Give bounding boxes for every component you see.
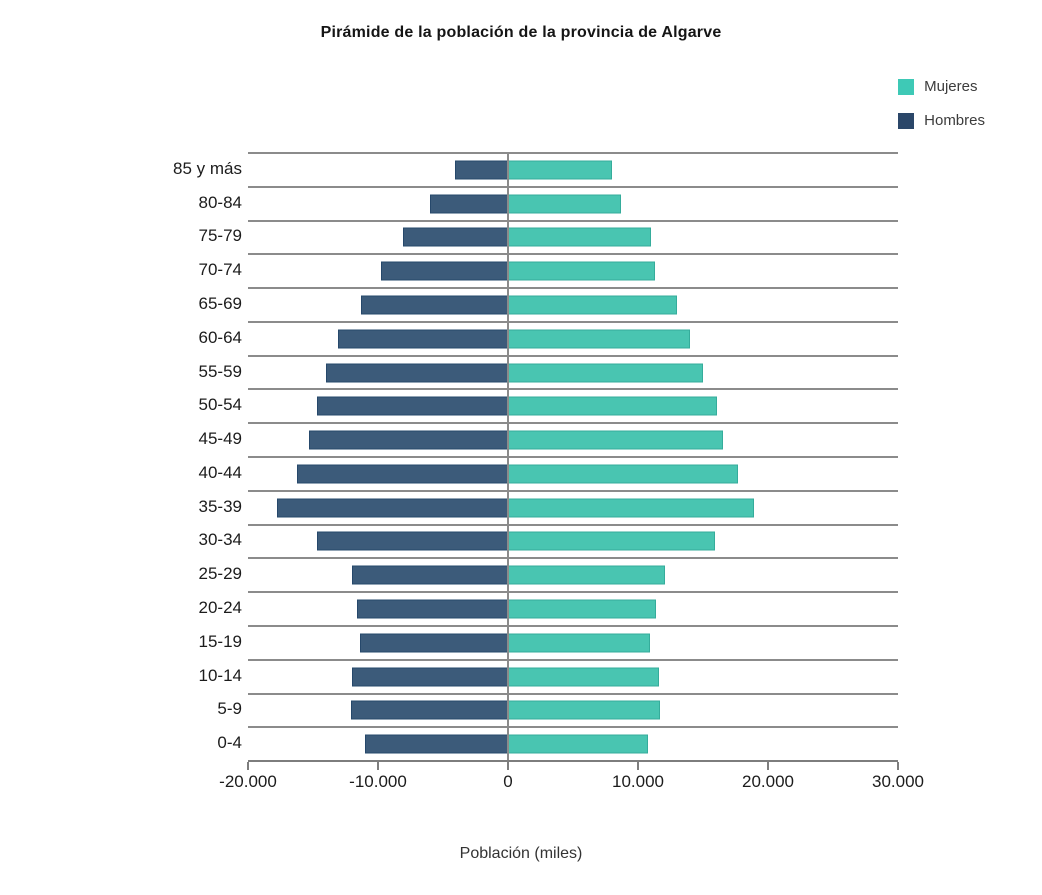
age-group-label: 40-44 bbox=[198, 462, 242, 482]
mujeres-bar bbox=[508, 532, 715, 551]
row-track bbox=[248, 726, 898, 760]
pyramid-row bbox=[0, 388, 898, 422]
mujeres-bar bbox=[508, 701, 660, 720]
mujeres-bar bbox=[508, 329, 690, 348]
x-tick bbox=[897, 762, 899, 770]
row-track bbox=[248, 220, 898, 254]
x-tick-label: 10.000 bbox=[612, 772, 664, 791]
pyramid-row bbox=[0, 557, 898, 591]
hombres-bar bbox=[352, 566, 508, 585]
legend-item-hombres bbox=[898, 112, 985, 129]
x-tick-label: 30.000 bbox=[872, 772, 924, 791]
hombres-bar bbox=[297, 464, 508, 483]
row-track bbox=[248, 355, 898, 389]
pyramid-row bbox=[0, 152, 898, 186]
pyramid-row bbox=[0, 693, 898, 727]
mujeres-bar bbox=[508, 194, 621, 213]
hombres-bar bbox=[381, 262, 508, 281]
mujeres-bar bbox=[508, 633, 650, 652]
hombres-bar bbox=[455, 160, 508, 179]
pyramid-row bbox=[0, 456, 898, 490]
pyramid-chart bbox=[0, 152, 898, 760]
pyramid-row bbox=[0, 591, 898, 625]
age-group-label: 45-49 bbox=[198, 429, 242, 449]
pyramid-row bbox=[0, 422, 898, 456]
legend bbox=[898, 78, 985, 146]
mujeres-bar bbox=[508, 566, 665, 585]
age-group-label: 70-74 bbox=[198, 260, 242, 280]
row-track bbox=[248, 591, 898, 625]
age-group-label: 30-34 bbox=[198, 530, 242, 550]
hombres-bar bbox=[317, 532, 508, 551]
x-axis-title: Población (miles) bbox=[459, 845, 583, 862]
x-tick bbox=[247, 762, 249, 770]
age-group-label: 85 y más bbox=[173, 158, 242, 178]
pyramid-row bbox=[0, 186, 898, 220]
hombres-bar bbox=[430, 194, 508, 213]
row-track bbox=[248, 456, 898, 490]
mujeres-bar bbox=[508, 228, 651, 247]
pyramid-row bbox=[0, 490, 898, 524]
row-track bbox=[248, 625, 898, 659]
age-group-label: 10-14 bbox=[198, 665, 242, 685]
x-tick-label: 0 bbox=[503, 772, 513, 791]
age-group-label: 75-79 bbox=[198, 226, 242, 246]
pyramid-row bbox=[0, 625, 898, 659]
age-group-label: 20-24 bbox=[198, 598, 242, 618]
hombres-bar bbox=[338, 329, 508, 348]
hombres-bar bbox=[360, 633, 508, 652]
hombres-bar bbox=[361, 296, 508, 315]
pyramid-row bbox=[0, 321, 898, 355]
row-track bbox=[248, 186, 898, 220]
pyramid-row bbox=[0, 659, 898, 693]
x-tick bbox=[637, 762, 639, 770]
row-track bbox=[248, 557, 898, 591]
legend-label-hombres: Hombres bbox=[924, 112, 985, 129]
age-group-label: 65-69 bbox=[198, 294, 242, 314]
hombres-bar bbox=[357, 600, 508, 619]
hombres-bar bbox=[403, 228, 508, 247]
pyramid-row bbox=[0, 524, 898, 558]
age-group-label: 15-19 bbox=[198, 631, 242, 651]
mujeres-bar bbox=[508, 160, 612, 179]
x-tick-label: -10.000 bbox=[349, 772, 407, 791]
legend-item-mujeres bbox=[898, 78, 985, 95]
pyramid-row bbox=[0, 253, 898, 287]
row-track bbox=[248, 321, 898, 355]
age-group-label: 5-9 bbox=[217, 699, 242, 719]
age-group-label: 50-54 bbox=[198, 395, 242, 415]
hombres-bar bbox=[365, 735, 508, 754]
x-tick bbox=[377, 762, 379, 770]
mujeres-bar bbox=[508, 464, 738, 483]
mujeres-bar bbox=[508, 431, 723, 450]
hombres-swatch-icon bbox=[898, 113, 914, 129]
mujeres-bar bbox=[508, 667, 659, 686]
age-group-label: 80-84 bbox=[198, 192, 242, 212]
x-tick bbox=[767, 762, 769, 770]
age-group-label: 35-39 bbox=[198, 496, 242, 516]
hombres-bar bbox=[277, 498, 508, 517]
x-tick-label: 20.000 bbox=[742, 772, 794, 791]
row-track bbox=[248, 659, 898, 693]
mujeres-bar bbox=[508, 363, 703, 382]
legend-label-mujeres: Mujeres bbox=[924, 78, 978, 95]
row-track bbox=[248, 422, 898, 456]
mujeres-bar bbox=[508, 600, 656, 619]
row-track bbox=[248, 388, 898, 422]
mujeres-bar bbox=[508, 498, 754, 517]
x-tick-label: -20.000 bbox=[219, 772, 277, 791]
age-group-label: 0-4 bbox=[217, 733, 242, 753]
row-track bbox=[248, 152, 898, 186]
x-tick bbox=[507, 762, 509, 770]
age-group-label: 60-64 bbox=[198, 327, 242, 347]
x-axis bbox=[219, 762, 924, 802]
mujeres-bar bbox=[508, 397, 717, 416]
mujeres-bar bbox=[508, 735, 648, 754]
hombres-bar bbox=[309, 431, 508, 450]
row-track bbox=[248, 693, 898, 727]
hombres-bar bbox=[326, 363, 508, 382]
pyramid-row bbox=[0, 355, 898, 389]
age-group-label: 55-59 bbox=[198, 361, 242, 381]
row-track bbox=[248, 287, 898, 321]
row-track bbox=[248, 490, 898, 524]
hombres-bar bbox=[352, 667, 508, 686]
pyramid-row bbox=[0, 287, 898, 321]
pyramid-row bbox=[0, 726, 898, 760]
page-title: Pirámide de la población de la provincia de Algarve bbox=[320, 24, 722, 41]
row-track bbox=[248, 253, 898, 287]
mujeres-swatch-icon bbox=[898, 79, 914, 95]
mujeres-bar bbox=[508, 296, 677, 315]
hombres-bar bbox=[317, 397, 508, 416]
row-track bbox=[248, 524, 898, 558]
age-group-label: 25-29 bbox=[198, 564, 242, 584]
pyramid-row bbox=[0, 220, 898, 254]
hombres-bar bbox=[351, 701, 508, 720]
mujeres-bar bbox=[508, 262, 655, 281]
